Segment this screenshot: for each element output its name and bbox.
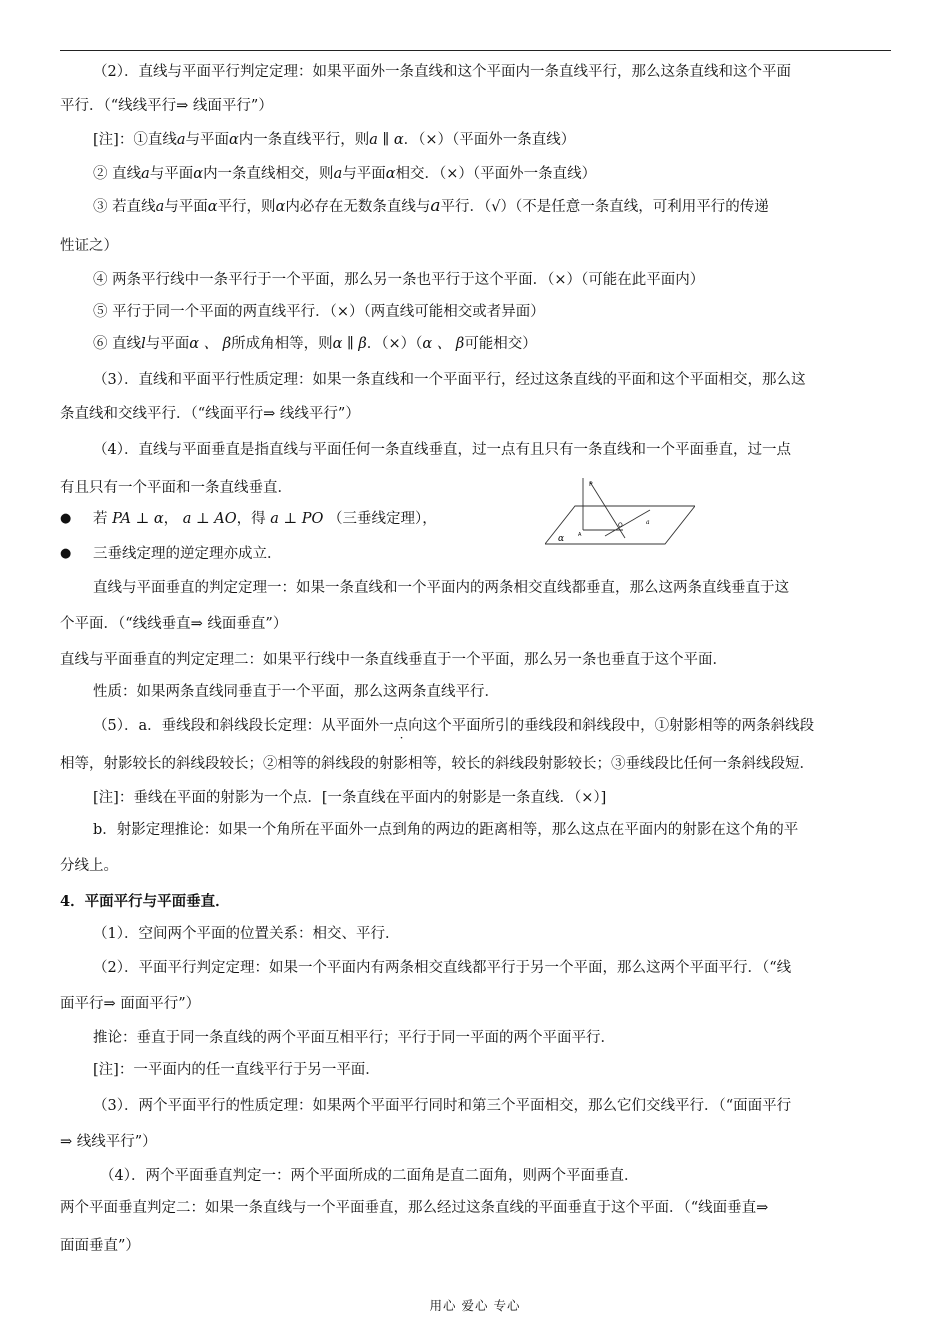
text-line: （3）．直线和平面平行性质定理：如果一条直线和一个平面平行，经过这条直线的平面和这个平面相交，那么这: [93, 372, 806, 388]
text-span: 若: [93, 511, 108, 527]
text-line: 相等，射影较长的斜线段较长；②相等的斜线段的射影相等，较长的斜线段射影较长；③垂线段比任何一条斜线段短．: [60, 756, 814, 772]
math-alpha-beta: α 、 β: [422, 336, 465, 352]
text-line: ⇒ 线线平行”）: [60, 1134, 157, 1150]
text-line: [注]：垂线在平面的射影为一个点．[一条直线在平面内的射影是一条直线．（×）]: [93, 790, 607, 806]
label-a: a: [646, 519, 650, 526]
text-line: （4）．两个平面垂直判定一：两个平面所成的二面角是直二面角，则两个平面垂直．: [100, 1168, 639, 1184]
text-line: 性质：如果两条直线同垂直于一个平面，那么这两条直线平行．: [93, 684, 499, 700]
math-a: a: [155, 199, 165, 215]
text-line: 平行．（“线线平行⇒ 线面平行”）: [60, 98, 273, 114]
text-line: [93, 334, 537, 354]
math-alpha-par-beta: α ∥ β: [332, 336, 367, 352]
text-span: （5）．a．垂线段和斜线段长定理：从平面外一: [93, 718, 394, 734]
text-line: 推论：垂直于同一条直线的两个平面互相平行；平行于同一平面的两个平面平行．: [93, 1030, 615, 1046]
math-alpha: α: [275, 199, 286, 215]
text-line: 条直线和交线平行．（“线面平行⇒ 线线平行”）: [60, 406, 360, 422]
text-line: 面面垂直”）: [60, 1238, 140, 1254]
math-a: a: [176, 132, 186, 148]
math-pa-perp-alpha: PA ⊥ α: [112, 511, 164, 527]
text-span: ② 直线: [93, 166, 142, 182]
text-span: ⑥ 直线: [93, 336, 142, 352]
text-span: 与平面: [149, 166, 194, 182]
text-line: 两个平面垂直判定二：如果一条直线与一个平面垂直，那么经过这条直线的平面垂直于这个平面．（“线面垂直⇒: [60, 1200, 769, 1216]
text-line: b．射影定理推论：如果一个角所在平面外一点到角的两边的距离相等，那么这点在平面内的射影在这个角的平: [93, 822, 799, 838]
label-o: O: [618, 522, 623, 529]
text-line: 性证之）: [60, 238, 118, 254]
text-line: [93, 509, 437, 529]
text-line: （3）．两个平面平行的性质定理：如果两个平面平行同时和第三个平面相交，那么它们交线平行．（“面面平行: [93, 1098, 792, 1114]
text-span: 可能相交）: [464, 336, 537, 352]
math-l: l: [141, 336, 146, 352]
text-span: ，: [163, 511, 179, 527]
text-line: ④ 两条平行线中一条平行于一个平面，那么另一条也平行于这个平面．（×）（可能在此平面内）: [93, 272, 705, 288]
text-span: （三垂线定理），: [328, 511, 437, 527]
text-line: 直线与平面垂直的判定定理二：如果平行线中一条直线垂直于一个平面，那么另一条也垂直于这个平面．: [60, 652, 727, 668]
math-a: a: [430, 196, 441, 216]
text-span: 与平面: [164, 199, 208, 215]
text-span: 内一条直线相交，则: [203, 166, 334, 182]
text-line: （2）．平面平行判定定理：如果一个平面内有两条相交直线都平行于另一个平面，那么这两个平面平行．（“线: [93, 960, 792, 976]
text-span: ．（×）（平面外一条直线）: [403, 132, 576, 148]
text-line: 个平面．（“线线垂直⇒ 线面垂直”）: [60, 616, 288, 632]
text-span: 所成角相等，则: [231, 336, 333, 352]
text-span: 与平面: [342, 166, 386, 182]
math-alpha: α: [207, 199, 218, 215]
text-line: 三垂线定理的逆定理亦成立．: [93, 546, 282, 562]
text-span: ③ 若直线: [93, 199, 156, 215]
math-a-perp-ao: a ⊥ AO: [182, 511, 237, 527]
math-alpha: α: [385, 166, 396, 182]
text-span: ，得: [236, 511, 266, 527]
line-a: [605, 510, 650, 536]
text-line: 有且只有一个平面和一条直线垂直．: [60, 480, 292, 496]
page-footer: 用心 爱心 专心: [429, 1298, 521, 1313]
text-line: [注]：一平面内的任一直线平行于另一平面．: [93, 1062, 380, 1078]
text-line: 分线上。: [60, 858, 118, 874]
text-span: 平行，则: [217, 199, 276, 215]
bullet: ●: [60, 546, 72, 561]
math-alpha: α: [193, 166, 204, 182]
text-line: [93, 196, 769, 217]
text-span: ．（×）（: [366, 336, 423, 352]
section-heading: 4．平面平行与平面垂直．: [60, 893, 230, 910]
text-span: 向这个平面所引的垂线段和斜线段中，①射影相等的两条斜线段: [408, 718, 815, 734]
text-span: 与平面: [145, 336, 190, 352]
text-line: 面平行⇒ 面面平行”）: [60, 996, 201, 1012]
text-line: [93, 130, 575, 150]
label-alpha: α: [558, 534, 565, 544]
math-a: a: [333, 166, 343, 182]
math-a: a: [141, 166, 150, 182]
text-line: 直线与平面垂直的判定定理一：如果一条直线和一个平面内的两条相交直线都垂直，那么这两条直线垂直于这: [93, 580, 789, 596]
text-line: （4）．直线与平面垂直是指直线与平面任何一条直线垂直，过一点有且只有一条直线和一个平面垂直，过一点: [93, 442, 791, 458]
text-span: 相交．（×）（平面外一条直线）: [395, 166, 597, 182]
text-line: （2）．直线与平面平行判定定理：如果平面外一条直线和这个平面内一条直线平行，那么这条直线和这个平面: [93, 64, 791, 80]
label-p: P: [589, 481, 593, 488]
text-span-dotted: 点: [393, 718, 409, 734]
text-span: 内一条直线平行，则: [238, 132, 370, 148]
math-a-perp-po: a ⊥ PO: [270, 511, 324, 527]
text-line: （1）．空间两个平面的位置关系：相交、平行．: [93, 926, 400, 942]
text-span: 内必存在无数条直线与: [285, 199, 431, 215]
label-mark: A: [578, 532, 582, 538]
header-rule: [60, 50, 891, 51]
text-span: 平行．（√）（不是任意一条直线，可利用平行的传递: [440, 199, 769, 215]
text-line: ⑤ 平行于同一个平面的两直线平行．（×）（两直线可能相交或者异面）: [93, 304, 545, 320]
three-perpendiculars-figure: [545, 478, 695, 556]
text-span: [注]：①直线: [93, 132, 177, 148]
text-line: [93, 164, 596, 184]
math-a-par-alpha: a ∥ α: [369, 132, 404, 148]
text-line: [93, 716, 814, 736]
math-alpha-beta: α 、 β: [189, 336, 232, 352]
text-span: 与平面: [185, 132, 229, 148]
math-alpha: α: [228, 132, 239, 148]
bullet: ●: [60, 511, 72, 526]
